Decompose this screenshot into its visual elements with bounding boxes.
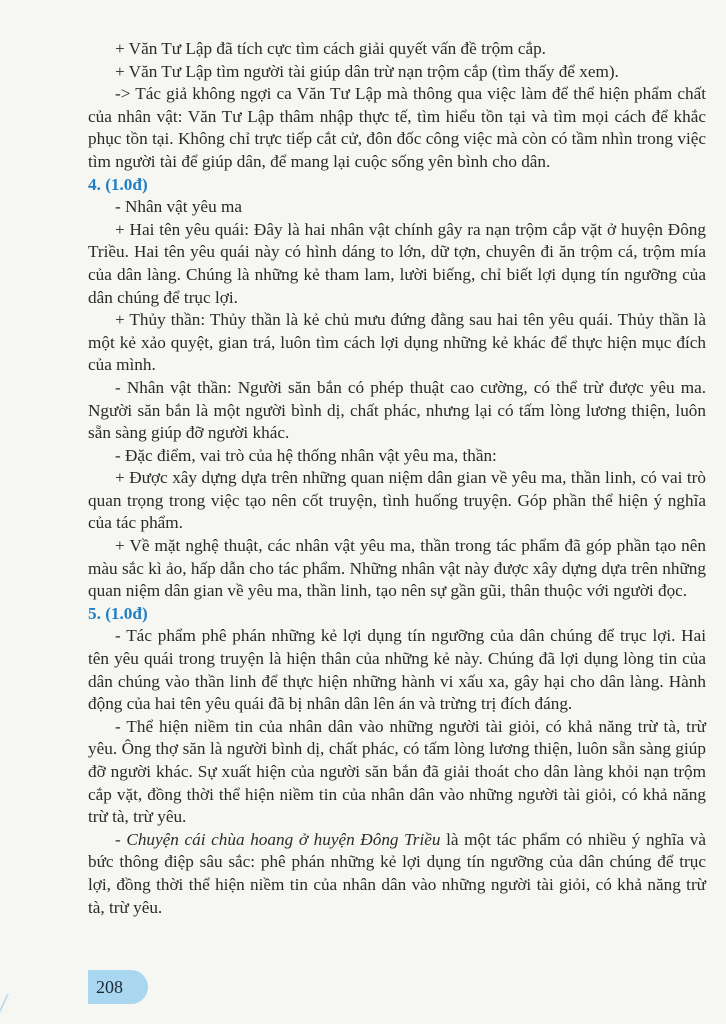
page-content — [88, 38, 706, 919]
section-heading-5: 5. (1.0đ) — [88, 603, 148, 623]
text: - — [115, 829, 127, 849]
section-heading-4: 4. (1.0đ) — [88, 174, 148, 194]
paragraph: + Thủy thần: Thủy thần là kẻ chủ mưu đứng đằng sau hai tên yêu quái. Thủy thần là một kẻ xảo quyệt, gian trá, luôn tìm cách lợi dụng những kẻ khác để thực hiện mục đích của mình. — [88, 310, 706, 375]
page-number: 208 — [88, 970, 148, 1004]
paragraph — [88, 829, 706, 919]
paragraph: - Nhân vật yêu ma — [115, 197, 242, 217]
paragraph: - Nhân vật thần: Người săn bắn có phép thuật cao cường, có thể trừ được yêu ma. Người săn bắn là một người bình dị, chất phác, nhưng lại có tấm lòng lương thiện, luôn sẵn sàng giúp đỡ người khác. — [88, 377, 706, 443]
paragraph: + Văn Tư Lập tìm người tài giúp dân trừ nạn trộm cắp (tìm thấy để xem). — [115, 61, 619, 81]
paragraph: + Về mặt nghệ thuật, các nhân vật yêu ma, thần trong tác phẩm đã góp phần tạo nên màu sắc kì ảo, hấp dẫn cho tác phẩm. Những nhân vật này được xây dựng dựa trên những quan niệm dân gian về yêu ma, thần linh, tạo nên sự gần gũi, thân thuộc với người đọc. — [88, 536, 706, 601]
paragraph: + Văn Tư Lập đã tích cực tìm cách giải quyết vấn đề trộm cắp. — [115, 39, 546, 58]
work-title: Chuyện cái chùa hoang ở huyện Đông Triều — [126, 829, 441, 849]
paragraph: - Đặc điểm, vai trò của hệ thống nhân vật yêu ma, thần: — [115, 445, 497, 465]
paragraph: - Tác phẩm phê phán những kẻ lợi dụng tín ngưỡng của dân chúng để trục lợi. Hai tên yêu quái trong truyện là hiện thân của những kẻ này. Chúng đã lợi dụng lòng tin của dân chúng vào thần linh để thực hiện những hành vi xấu xa, gây hại cho dân làng. Hành động của hai tên yêu quái đã bị nhân dân lên án và trừng trị đích đáng. — [88, 626, 706, 714]
corner-decoration — [0, 994, 23, 1024]
paragraph: -> Tác giả không ngợi ca Văn Tư Lập mà thông qua việc làm để thể hiện phẩm chất của nhân vật: Văn Tư Lập thâm nhập thực tế, tìm hiểu tồn tại và tìm mọi cách để khắc phục tồn tại. Không chỉ trực tiếp cắt cử, đôn đốc công việc mà còn có tầm nhìn trong việc tìm người tài để giúp dân, để mang lại cuộc sống yên bình cho dân. — [88, 84, 706, 171]
paragraph: + Hai tên yêu quái: Đây là hai nhân vật chính gây ra nạn trộm cắp vặt ở huyện Đông Triều. Hai tên yêu quái này có hình dáng to lớn, dữ tợn, chuyên đi ăn trộm cá, trộm mía của dân làng. Chúng là những kẻ tham lam, lười biếng, chỉ biết lợi dụng tín ngưỡng của dân chúng để trục lợi. — [88, 219, 706, 307]
text: là một tác phẩm có nhiều ý nghĩa và bức thông điệp sâu sắc: phê phán những kẻ lợi dụng tín ngưỡng của dân chúng để trục lợi, đồng thời thể hiện niềm tin của nhân dân vào những người tài giỏi, có khả năng trừ tà, trừ yêu. — [88, 829, 706, 917]
paragraph: - Thể hiện niềm tin của nhân dân vào những người tài giỏi, có khả năng trừ tà, trừ yêu. Ông thợ săn là người bình dị, chất phác, có tấm lòng lương thiện, luôn sẵn sàng giúp đỡ người khác. Sự xuất hiện của người săn bắn đã giải thoát cho dân làng khỏi nạn trộm cắp vặt, đồng thời thể hiện niềm tin của nhân dân vào những người tài giỏi, có khả năng trừ tà, trừ yêu. — [88, 716, 706, 827]
paragraph: + Được xây dựng dựa trên những quan niệm dân gian về yêu ma, thần linh, có vai trò quan trọng trong việc tạo nên cốt truyện, tình huống truyện. Góp phần thể hiện ý nghĩa của tác phẩm. — [88, 468, 706, 533]
